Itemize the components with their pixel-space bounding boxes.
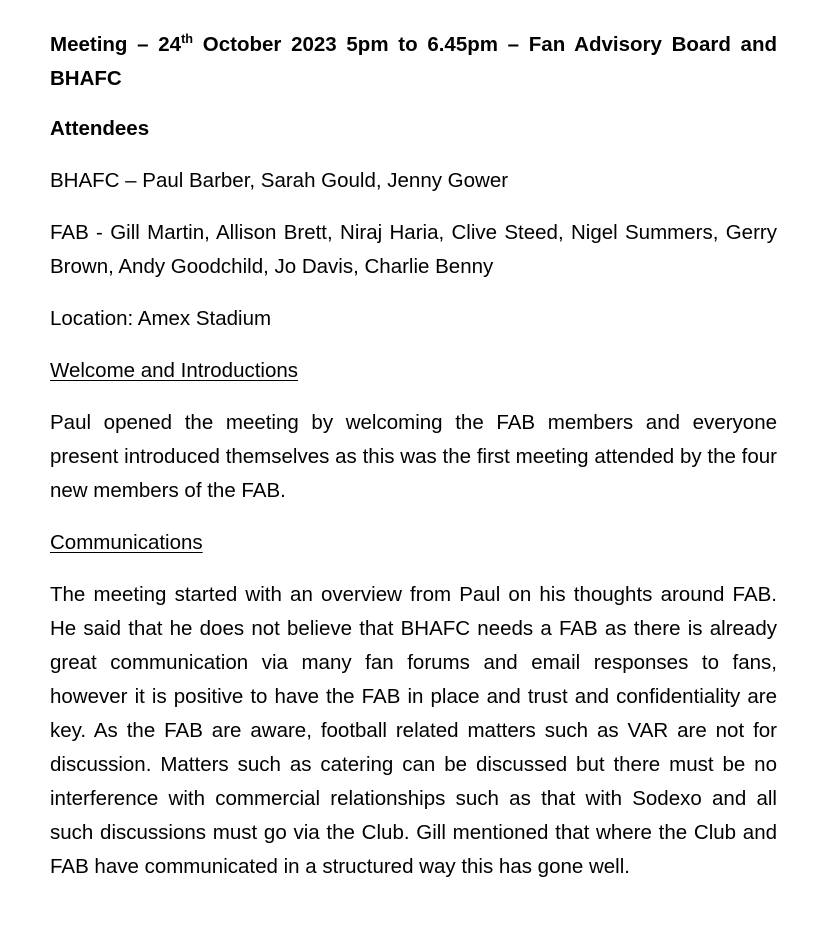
meeting-title [50, 28, 777, 96]
welcome-section-heading [50, 354, 777, 388]
welcome-heading-text: Welcome and Introductions [50, 359, 299, 382]
communications-section-heading [50, 526, 777, 560]
bhafc-attendees: BHAFC – Paul Barber, Sarah Gould, Jenny Gower [50, 169, 509, 192]
communications-heading-text: Communications [50, 531, 203, 554]
meeting-title-rest: October 2023 5pm to 6.45pm – Fan Advisory Board and BHAFC [50, 33, 777, 90]
document-page [50, 28, 777, 902]
fab-attendees: FAB - Gill Martin, Allison Brett, Niraj Haria, Clive Steed, Nigel Summers, Gerry Brown, Andy Goodchild, Jo Davis, Charlie Benny [50, 221, 777, 278]
date-ordinal-suffix: th [181, 31, 194, 47]
meeting-location: Location: Amex Stadium [50, 307, 272, 330]
attendees-heading: Attendees [50, 117, 150, 140]
meeting-title-start: Meeting – 24 [50, 33, 182, 56]
welcome-section-body: Paul opened the meeting by welcoming the FAB members and everyone present introduced themselves as this was the first meeting attended by the four new members of the FAB. [50, 411, 777, 502]
communications-section-body: The meeting started with an overview from Paul on his thoughts around FAB. He said that he does not believe that BHAFC needs a FAB as there is already great communication via many fan forums and email responses to fans, however it is positive to have the FAB in place and trust and confidentiality are key. As the FAB are aware, football related matters such as VAR are not for discussion. Matters such as catering can be discussed but there must be no interference with commercial relationships such as that with Sodexo and all such discussions must go via the Club. Gill mentioned that where the Club and FAB have communicated in a structured way this has gone well. [50, 583, 777, 878]
